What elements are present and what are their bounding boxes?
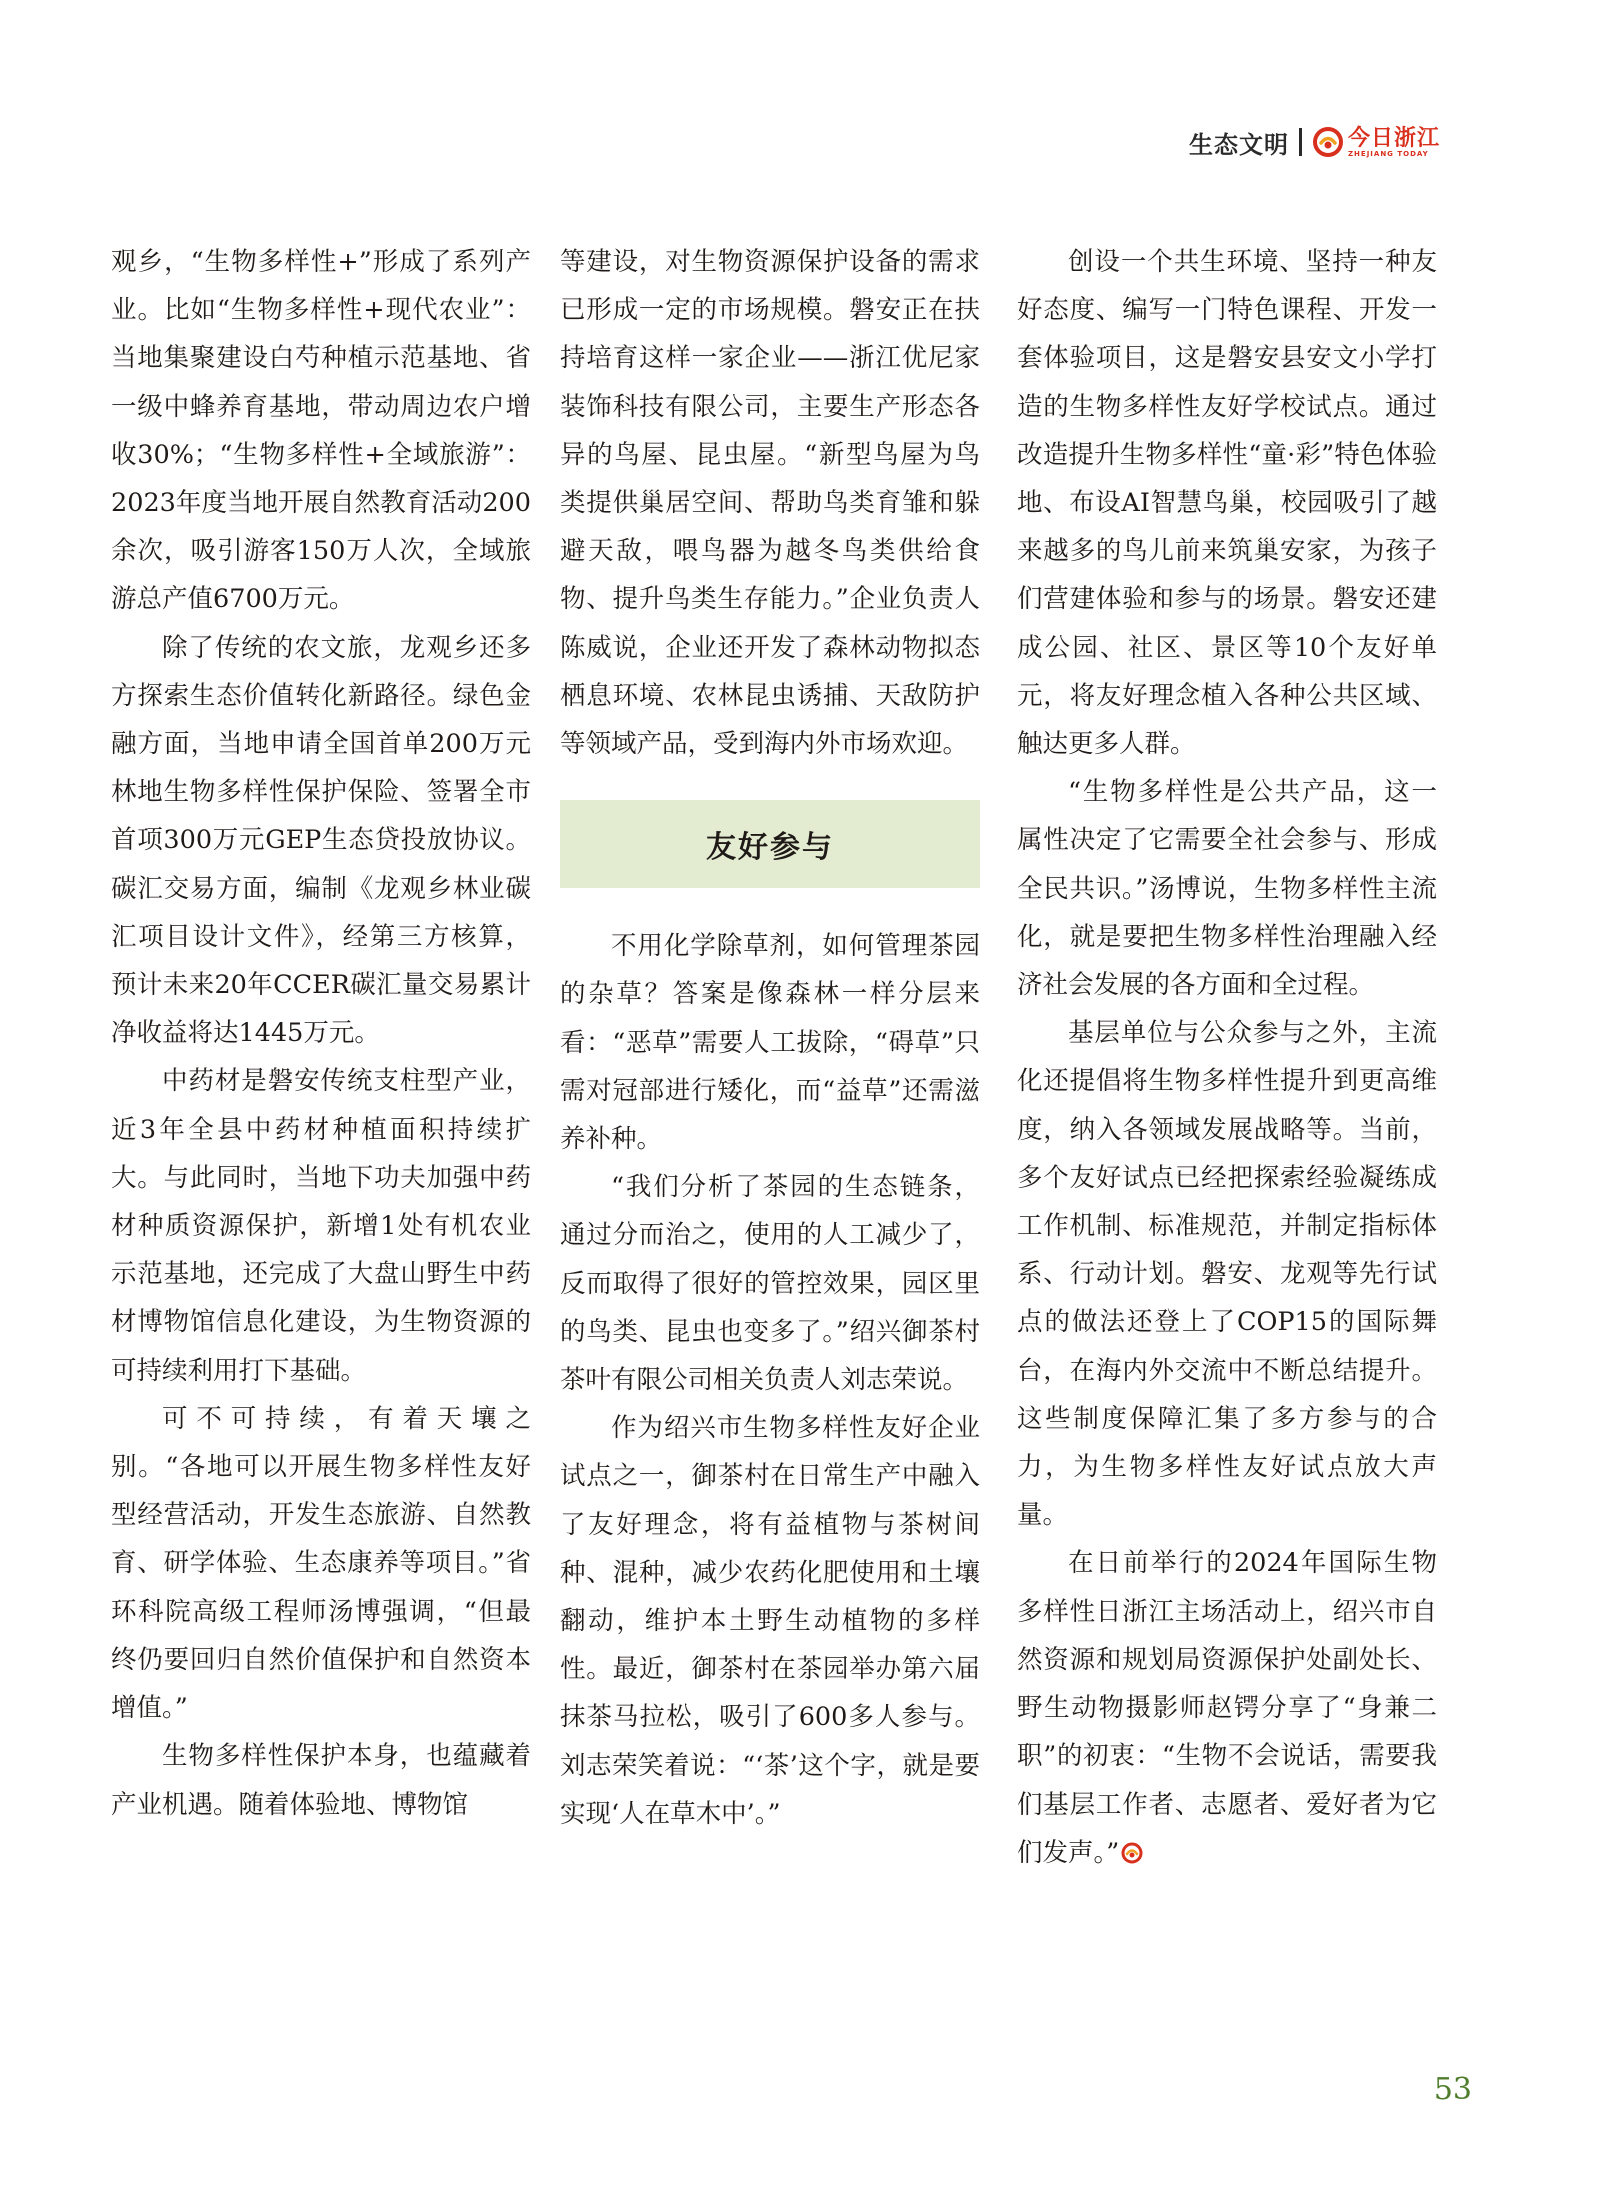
paragraph: 创设一个共生环境、坚持一种友好态度、编写一门特色课程、开发一套体验项目，这是磐安县安文小学打造的生物多样性友好学校试点。通过改造提升生物多样性“童·彩”特色体验地、布设AI智慧鸟巢，校园吸引了越来越多的鸟儿前来筑巢安家，为孩子们营建体验和参与的场景。磐安还建成公园、社区、景区等10个友好单元，将友好理念植入各种公共区域、触达更多人群。 xyxy=(1017,247,1437,760)
paragraph-last xyxy=(1017,1539,1437,1876)
header-divider xyxy=(1299,128,1302,156)
zhejiang-today-logo-icon xyxy=(1312,126,1344,158)
article-column-3 xyxy=(1017,238,1437,1877)
section-name: 生态文明 xyxy=(1188,130,1289,159)
paragraph: 中药材是磐安传统支柱型产业，近3年全县中药材种植面积持续扩大。与此同时，当地下功夫加强中药材种质资源保护，新增1处有机农业示范基地，还完成了大盘山野生中药材博物馆信息化建设，为生物资源的可持续利用打下基础。 xyxy=(111,1066,531,1386)
paragraph: 等建设，对生物资源保护设备的需求已形成一定的市场规模。磐安正在扶持培育这样一家企业——浙江优尼家装饰科技有限公司，主要生产形态各异的鸟屋、昆虫屋。“新型鸟屋为鸟类提供巢居空间、帮助鸟类育雏和躲避天敌，喂鸟器为越冬鸟类供给食物、提升鸟类生存能力。”企业负责人陈威说，企业还开发了森林动物拟态栖息环境、农林昆虫诱捕、天敌防护等领域产品，受到海内外市场欢迎。 xyxy=(560,247,980,760)
section-subheading: 友好参与 xyxy=(560,800,980,888)
paragraph: 生物多样性保护本身，也蕴藏着产业机遇。随着体验地、博物馆 xyxy=(111,1741,531,1820)
paragraph-text: 在日前举行的2024年国际生物多样性日浙江主场活动上，绍兴市自然资源和规划局资源保护处副处长、野生动物摄影师赵锷分享了“身兼二职”的初衷：“生物不会说话，需要我们基层工作者、志愿者、爱好者为它们发声。” xyxy=(1017,1548,1437,1868)
brand xyxy=(1312,126,1440,158)
paragraph: “我们分析了茶园的生态链条，通过分而治之，使用的人工减少了，反而取得了很好的管控效果，园区里的鸟类、昆虫也变多了。”绍兴御茶村茶叶有限公司相关负责人刘志荣说。 xyxy=(560,1172,980,1396)
paragraph: 基层单位与公众参与之外，主流化还提倡将生物多样性提升到更高维度，纳入各领域发展战略等。当前，多个友好试点已经把探索经验凝练成工作机制、标准规范，并制定指标体系、行动计划。磐安、龙观等先行试点的做法还登上了COP15的国际舞台，在海内外交流中不断总结提升。这些制度保障汇集了多方参与的合力，为生物多样性友好试点放大声量。 xyxy=(1017,1018,1437,1531)
paragraph: 作为绍兴市生物多样性友好企业试点之一，御茶村在日常生产中融入了友好理念，将有益植物与茶树间种、混种，减少农药化肥使用和土壤翻动，维护本土野生动植物的多样性。最近，御茶村在茶园举办第六届抹茶马拉松，吸引了600多人参与。刘志荣笑着说：“‘茶’这个字，就是要实现‘人在草木中’。” xyxy=(560,1413,980,1829)
paragraph: 不用化学除草剂，如何管理茶园的杂草？答案是像森林一样分层来看：“恶草”需要人工拔除，“碍草”只需对冠部进行矮化，而“益草”还需滋养补种。 xyxy=(560,931,980,1155)
page-number: 53 xyxy=(1433,2072,1472,2107)
paragraph: 除了传统的农文旅，龙观乡还多方探索生态价值转化新路径。绿色金融方面，当地申请全国首单200万元林地生物多样性保护保险、签署全市首项300万元GEP生态贷投放协议。碳汇交易方面，编制《龙观乡林业碳汇项目设计文件》，经第三方核算，预计未来20年CCER碳汇量交易累计净收益将达1445万元。 xyxy=(111,632,531,1049)
page-header xyxy=(1189,124,1440,160)
brand-name: 今日浙江 xyxy=(1347,124,1440,151)
article-column-2 xyxy=(560,238,980,1838)
paragraph: 观乡，“生物多样性+”形成了系列产业。比如“生物多样性+现代农业”：当地集聚建设白芍种植示范基地、省一级中蜂养育基地，带动周边农户增收30%；“生物多样性+全域旅游”：2023年度当地开展自然教育活动200余次，吸引游客150万人次，全域旅游总产值6700万元。 xyxy=(111,247,531,615)
brand-name-en: ZHEJIANG TODAY xyxy=(1347,149,1429,158)
paragraph: “生物多样性是公共产品，这一属性决定了它需要全社会参与、形成全民共识。”汤博说，生物多样性主流化，就是要把生物多样性治理融入经济社会发展的各方面和全过程。 xyxy=(1017,777,1437,1001)
article-column-1 xyxy=(111,238,531,1829)
article-end-logo-icon xyxy=(1121,1842,1143,1864)
paragraph: 可不可持续，有着天壤之别。“各地可以开展生物多样性友好型经营活动，开发生态旅游、自然教育、研学体验、生态康养等项目。”省环科院高级工程师汤博强调，“但最终仍要回归自然价值保护和自然资本增值。” xyxy=(111,1403,531,1724)
